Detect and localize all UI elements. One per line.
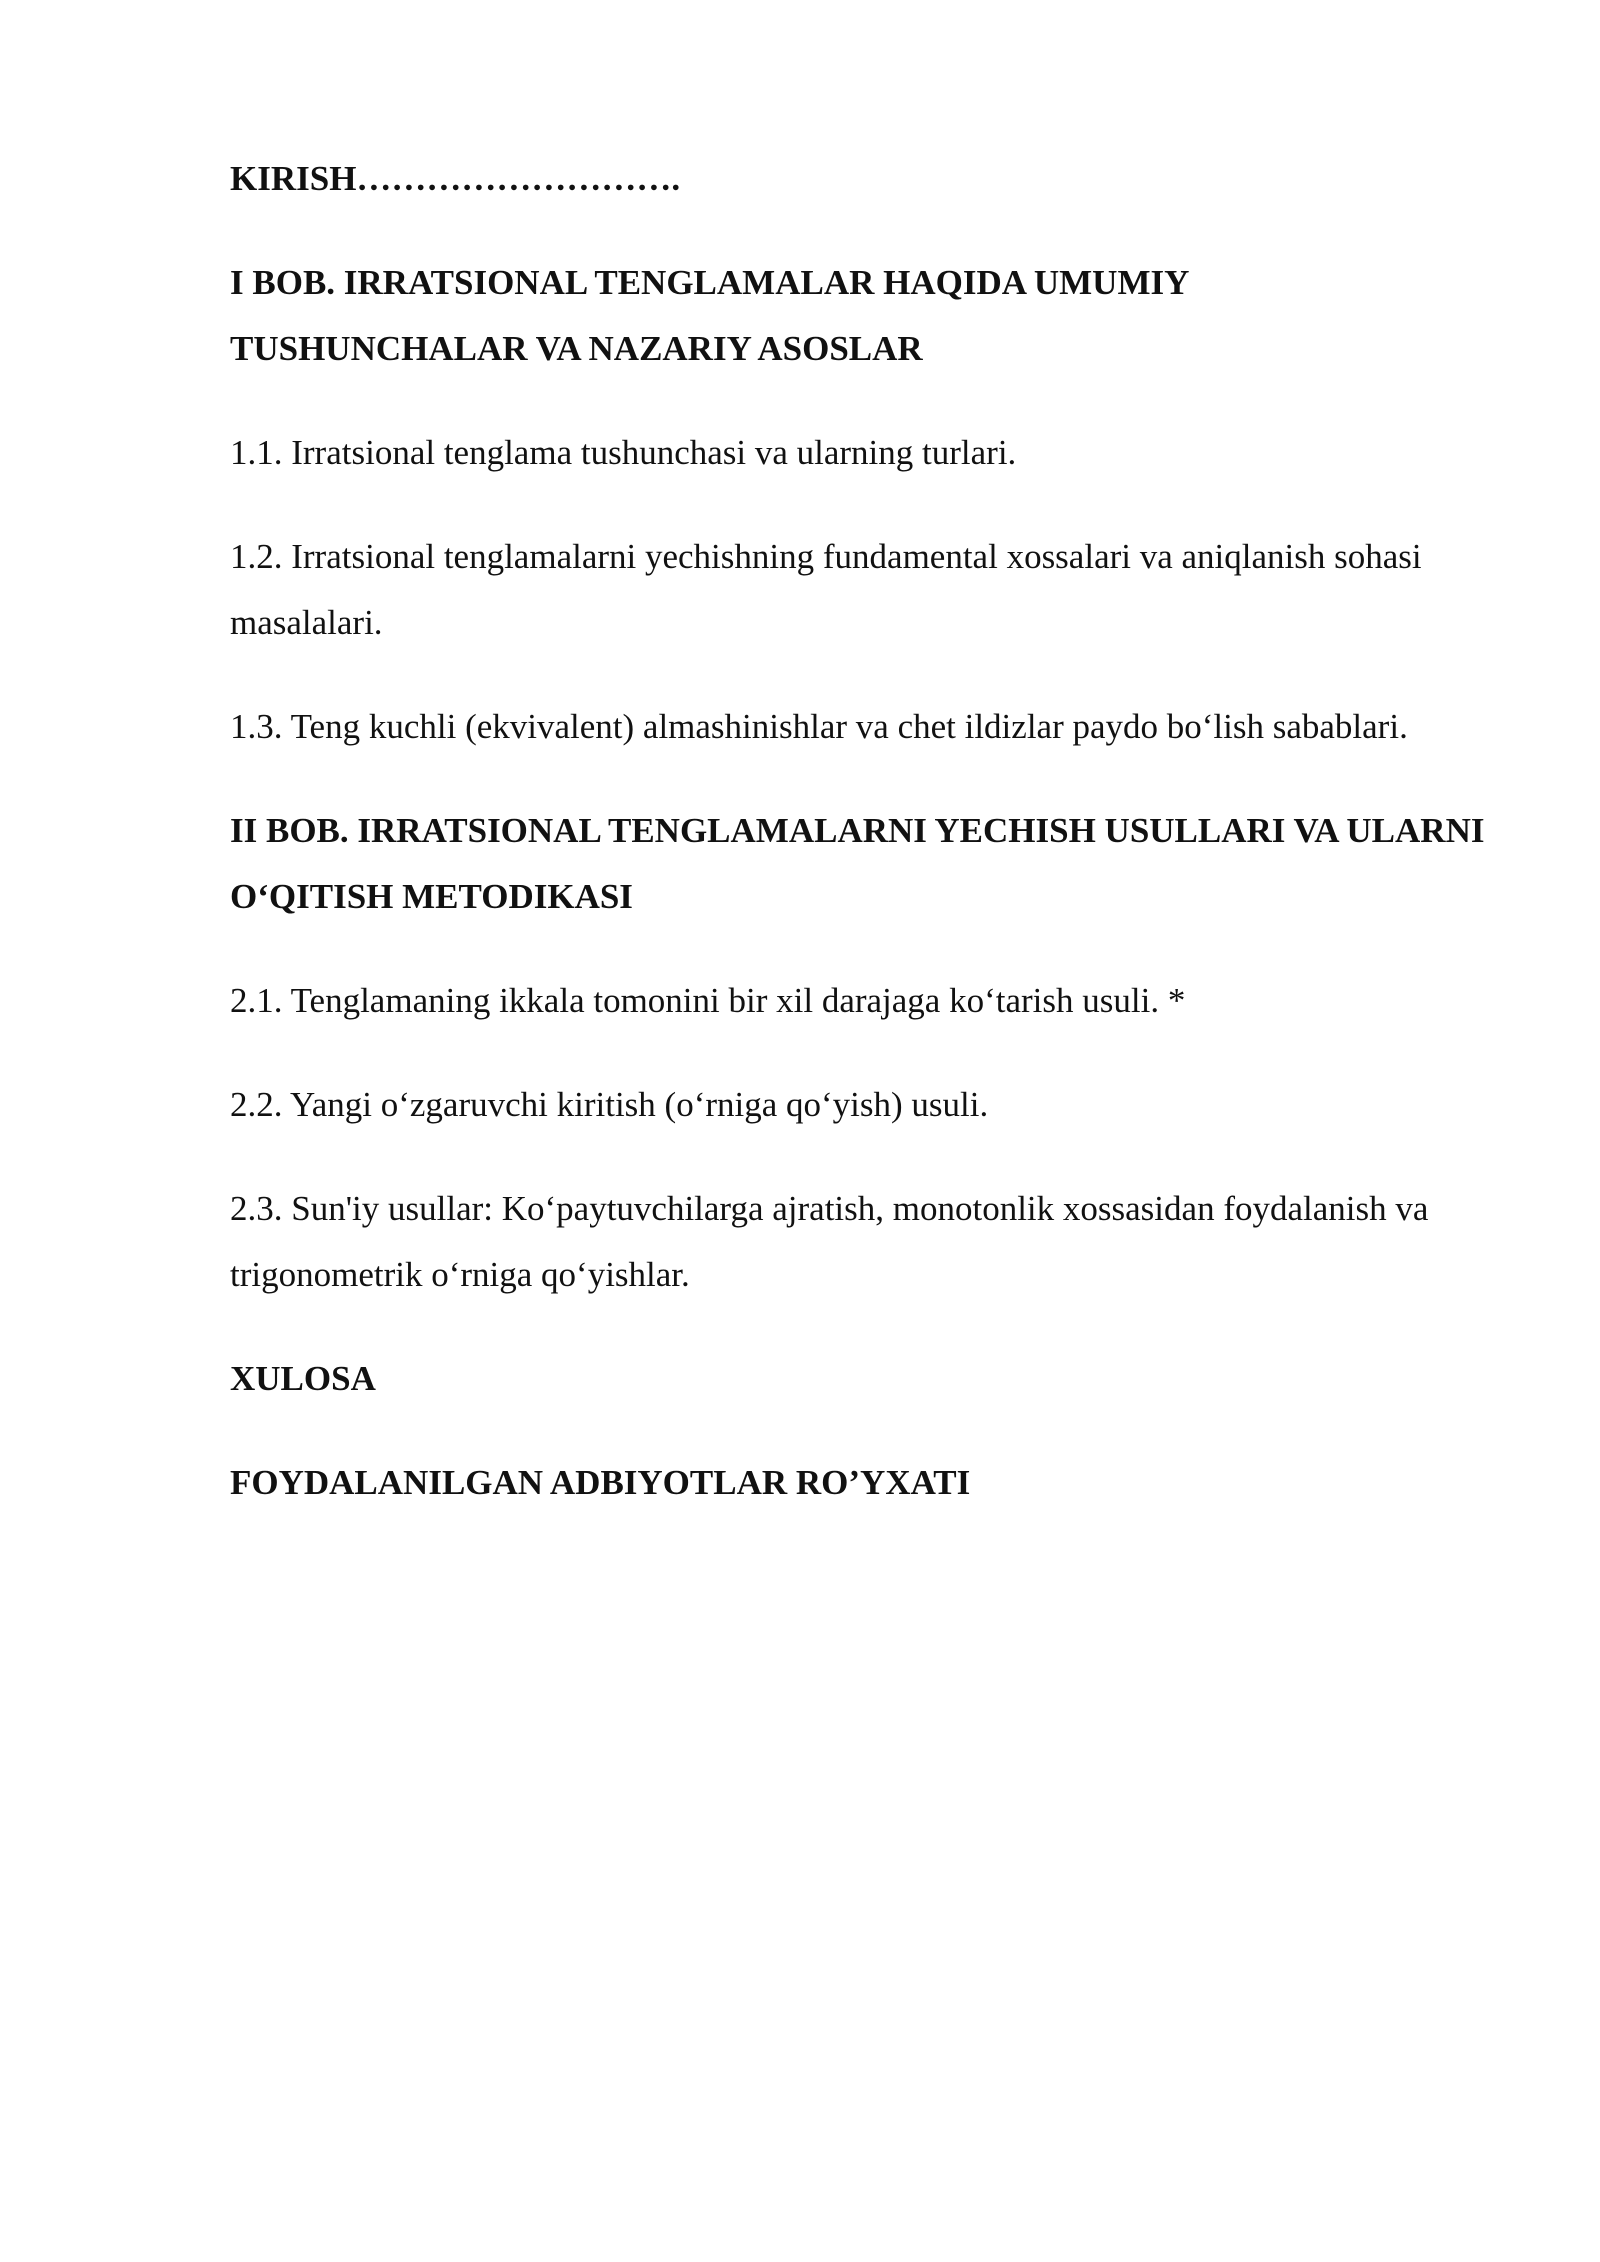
toc-heading-chapter-1: I BOB. IRRATSIONAL TENGLAMALAR HAQIDA UMUMIY TUSHUNCHALAR VA NAZARIY ASOSLAR <box>230 263 1189 368</box>
toc-section-1-1: 1.1. Irratsional tenglama tushunchasi va ularning turlari. <box>230 433 1017 472</box>
toc-section-2-3: 2.3. Sun'iy usullar: Ko‘paytuvchilarga ajratish, monotonlik xossasidan foydalanish va trigonometrik o‘rniga qo‘yishlar. <box>230 1189 1429 1294</box>
toc-section-2-1: 2.1. Tenglamaning ikkala tomonini bir xil darajaga ko‘tarish usuli. * <box>230 981 1186 1020</box>
toc-heading-references: FOYDALANILGAN ADBIYOTLAR RO’YXATI <box>230 1463 971 1502</box>
toc-section-2-2: 2.2. Yangi o‘zgaruvchi kiritish (o‘rniga qo‘yish) usuli. <box>230 1085 989 1124</box>
toc-heading-conclusion: XULOSA <box>230 1359 376 1398</box>
toc-section-1-3: 1.3. Teng kuchli (ekvivalent) almashinishlar va chet ildizlar paydo bo‘lish sabablari. <box>230 707 1408 746</box>
toc-heading-introduction: KIRISH………………………. <box>230 159 681 198</box>
table-of-contents <box>230 146 1510 1554</box>
toc-section-1-2: 1.2. Irratsional tenglamalarni yechishning fundamental xossalari va aniqlanish sohasi masalalari. <box>230 537 1422 642</box>
toc-heading-chapter-2: II BOB. IRRATSIONAL TENGLAMALARNI YECHISH USULLARI VA ULARNI O‘QITISH METODIKASI <box>230 811 1485 916</box>
